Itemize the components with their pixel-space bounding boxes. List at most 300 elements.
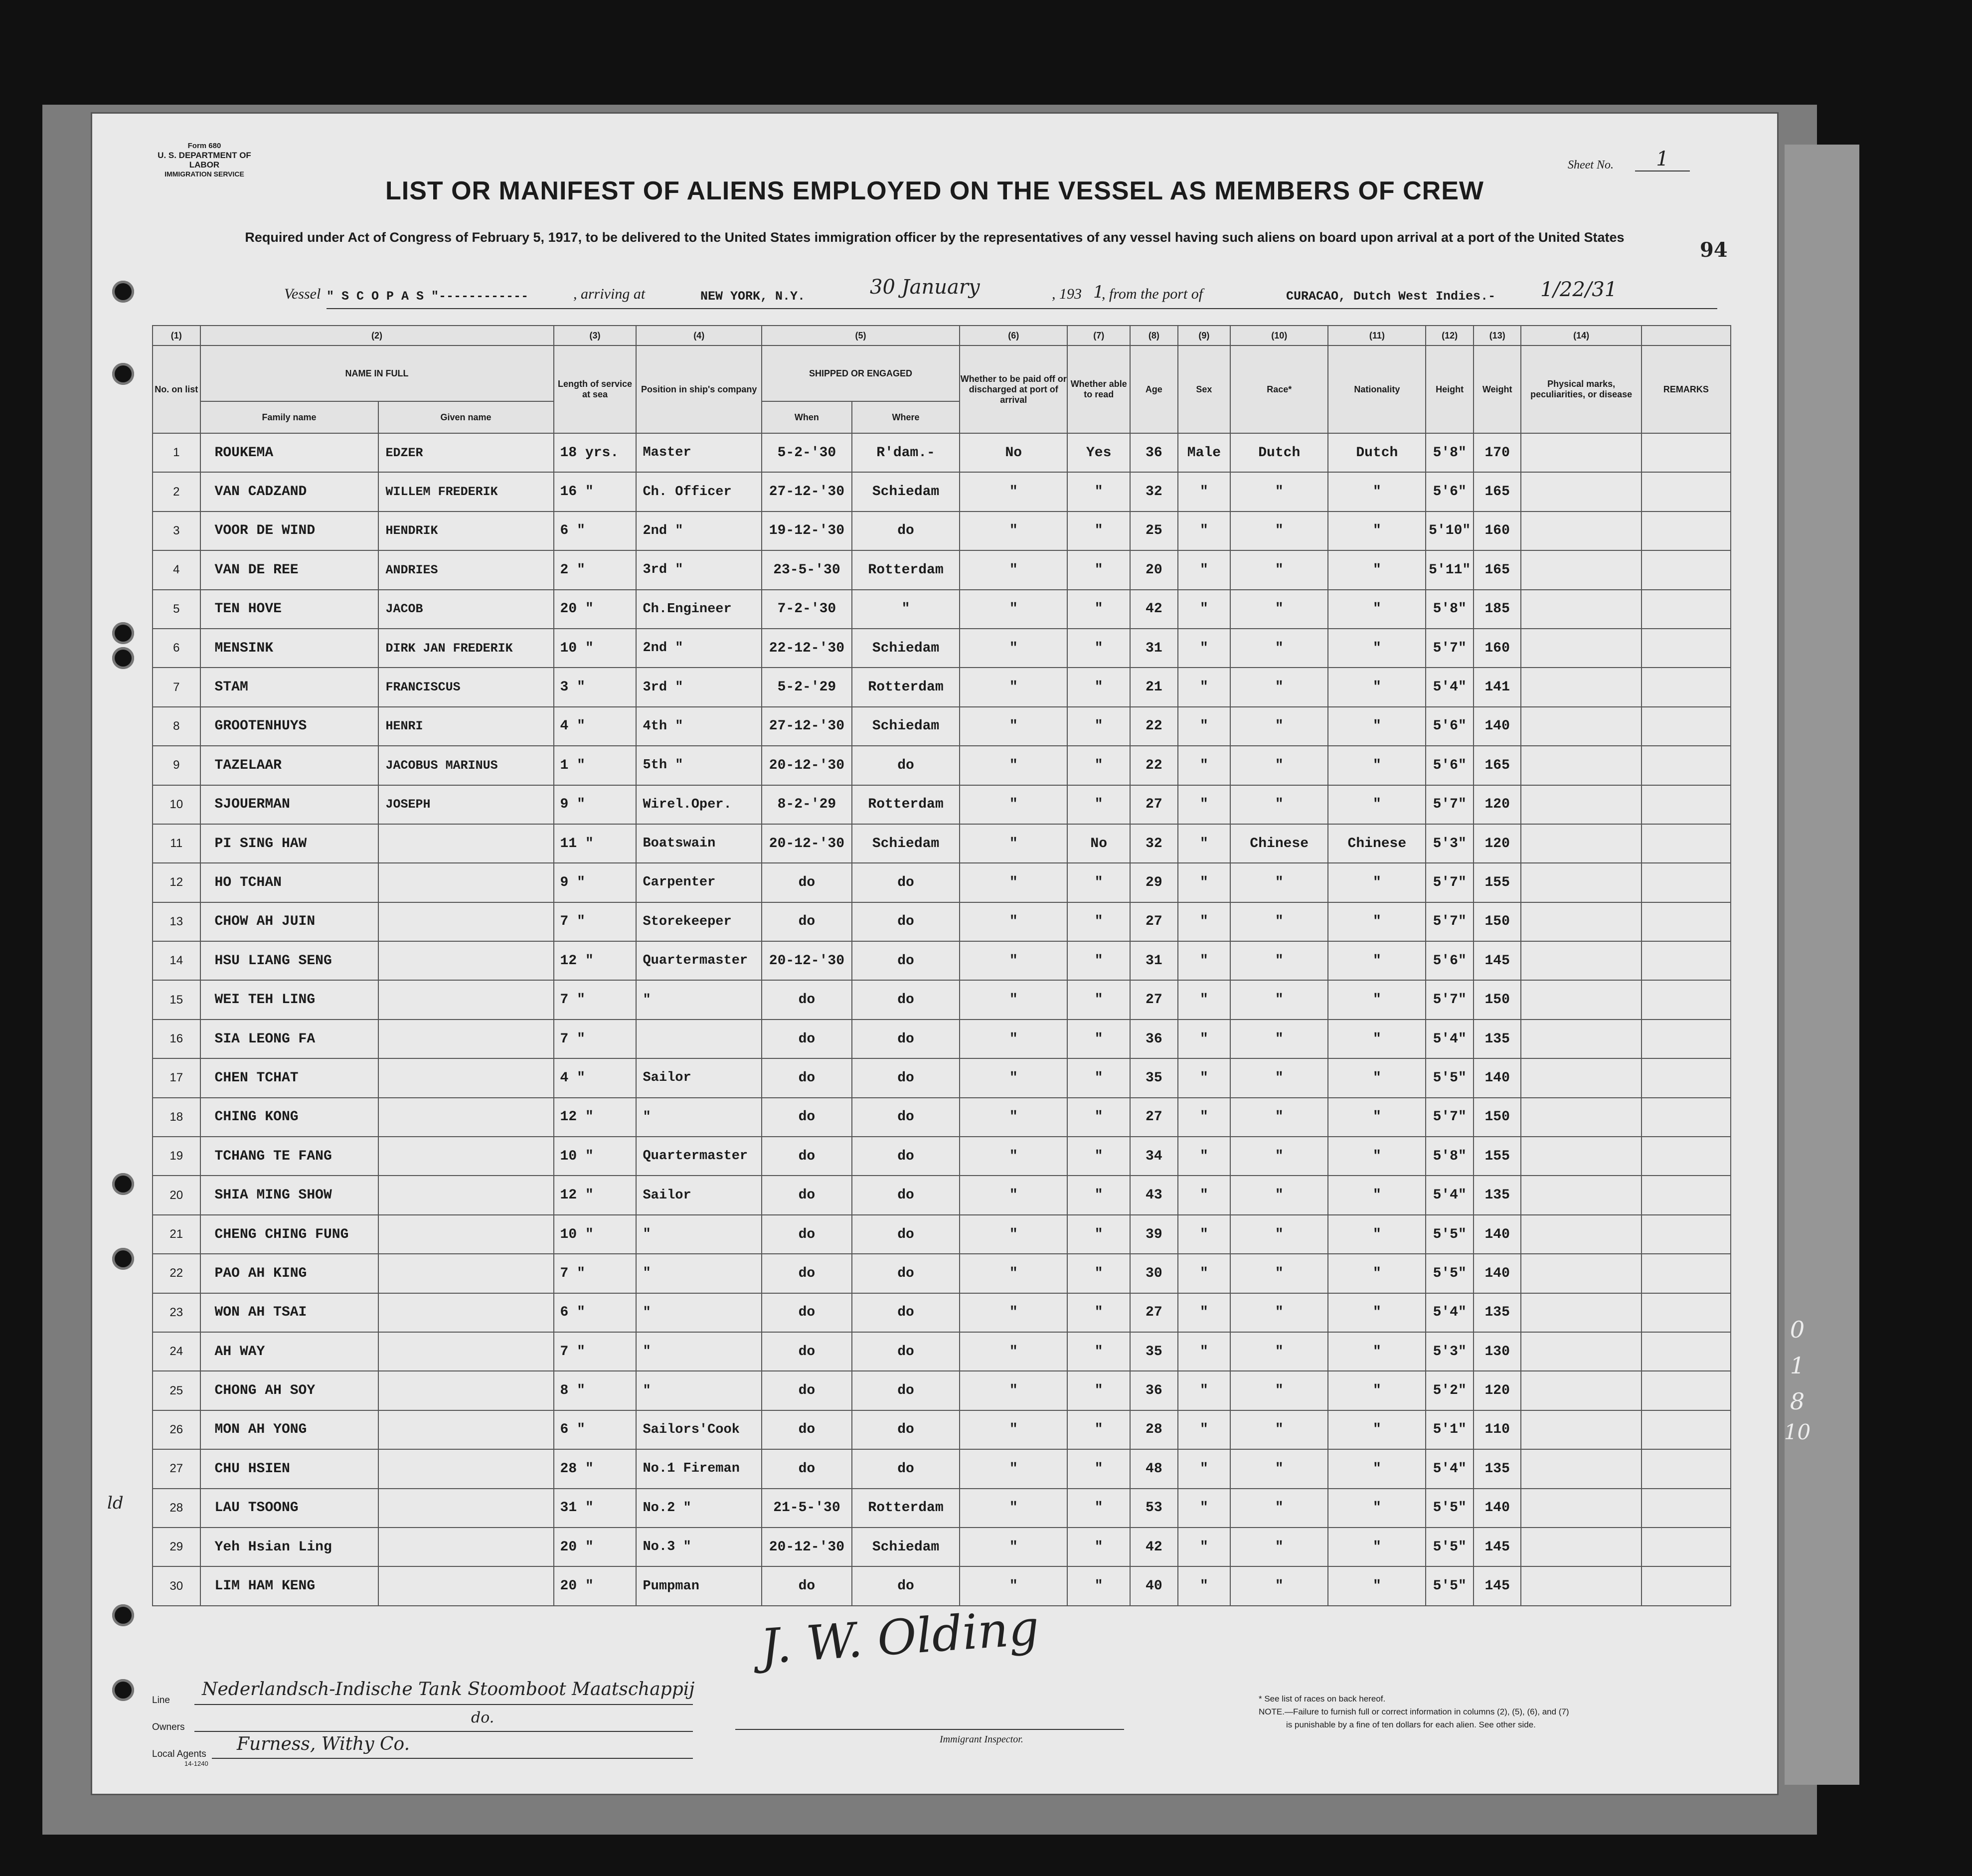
given-name-cell — [378, 941, 554, 980]
race-cell: " — [1230, 785, 1328, 824]
paid-off-cell: " — [960, 629, 1067, 668]
shipped-when-cell: 8-2-'29 — [762, 785, 852, 824]
given-name-cell — [378, 1410, 554, 1449]
family-name-cell: MENSINK — [200, 629, 378, 668]
sex-cell: " — [1178, 1566, 1231, 1605]
age-cell: 21 — [1130, 668, 1178, 706]
height-cell: 5'6" — [1426, 941, 1474, 980]
length-of-service-cell: 12 " — [554, 941, 637, 980]
length-of-service-cell: 3 " — [554, 668, 637, 706]
height-cell: 5'7" — [1426, 629, 1474, 668]
remarks-cell — [1642, 590, 1731, 629]
given-name-cell: WILLEM FREDERIK — [378, 472, 554, 511]
given-name-cell: FRANCISCUS — [378, 668, 554, 706]
agents-label: Local Agents — [152, 1749, 206, 1759]
shipped-when-cell: 21-5-'30 — [762, 1489, 852, 1528]
age-cell: 39 — [1130, 1215, 1178, 1254]
row-number-cell: 14 — [153, 941, 200, 980]
given-name-cell — [378, 1254, 554, 1293]
nationality-cell: " — [1328, 785, 1426, 824]
paid-off-cell: " — [960, 1098, 1067, 1137]
table-row — [153, 1020, 1731, 1058]
able-to-read-cell: " — [1067, 1137, 1130, 1176]
given-name-cell — [378, 1137, 554, 1176]
punch-hole — [112, 647, 134, 669]
shipped-where-cell: do — [852, 1332, 960, 1371]
age-cell: 30 — [1130, 1254, 1178, 1293]
age-cell: 32 — [1130, 472, 1178, 511]
weight-cell: 140 — [1474, 1489, 1521, 1528]
nationality-cell: " — [1328, 1332, 1426, 1371]
remarks-cell — [1642, 1528, 1731, 1566]
sex-cell: " — [1178, 1098, 1231, 1137]
table-row — [153, 746, 1731, 785]
height-cell: 5'5" — [1426, 1254, 1474, 1293]
nationality-cell: " — [1328, 1137, 1426, 1176]
crew-table-body — [153, 433, 1731, 1606]
department: U. S. DEPARTMENT OF LABOR — [158, 151, 251, 170]
nationality-cell: " — [1328, 1293, 1426, 1332]
physical-marks-cell — [1521, 980, 1641, 1019]
owners-rule — [194, 1731, 693, 1732]
age-cell: 27 — [1130, 1293, 1178, 1332]
family-name-cell: CHOW AH JUIN — [200, 902, 378, 941]
inspector-signature: J. W. Olding — [758, 1599, 1041, 1675]
given-name-cell: HENRI — [378, 707, 554, 746]
shipped-where-cell: do — [852, 1371, 960, 1410]
paid-off-cell: " — [960, 1137, 1067, 1176]
punch-hole — [112, 1679, 134, 1701]
age-cell: 25 — [1130, 512, 1178, 550]
position-cell: 3rd " — [636, 668, 761, 706]
nationality-cell: " — [1328, 668, 1426, 706]
given-name-cell — [378, 1528, 554, 1566]
weight-cell: 135 — [1474, 1293, 1521, 1332]
position-cell: Sailors'Cook — [636, 1410, 761, 1449]
margin-notes-right — [1784, 1316, 1811, 1444]
note-fine-2: is punishable by a fine of ten dollars for each alien. See other side. — [1286, 1720, 1536, 1729]
nationality-cell: " — [1328, 707, 1426, 746]
paid-off-cell: " — [960, 668, 1067, 706]
race-cell: " — [1230, 1449, 1328, 1488]
nationality-cell: " — [1328, 1176, 1426, 1214]
position-cell: Pumpman — [636, 1566, 761, 1605]
race-cell: " — [1230, 1215, 1328, 1254]
nationality-cell: " — [1328, 1528, 1426, 1566]
race-cell: " — [1230, 1332, 1328, 1371]
position-cell: " — [636, 1215, 761, 1254]
row-number-cell: 15 — [153, 980, 200, 1019]
physical-marks-cell — [1521, 863, 1641, 902]
physical-marks-cell — [1521, 1293, 1641, 1332]
shipped-when-cell: do — [762, 1215, 852, 1254]
position-cell: Sailor — [636, 1176, 761, 1214]
physical-marks-cell — [1521, 1332, 1641, 1371]
paid-off-cell: " — [960, 941, 1067, 980]
family-name-cell: PI SING HAW — [200, 824, 378, 863]
remarks-cell — [1642, 1566, 1731, 1605]
family-name-cell: CHU HSIEN — [200, 1449, 378, 1488]
table-row — [153, 550, 1731, 589]
sex-cell: " — [1178, 1528, 1231, 1566]
weight-cell: 165 — [1474, 472, 1521, 511]
line-rule — [194, 1704, 693, 1705]
shipped-when-cell: do — [762, 902, 852, 941]
height-cell: 5'1" — [1426, 1410, 1474, 1449]
nationality-cell: " — [1328, 512, 1426, 550]
owners-value: do. — [471, 1709, 494, 1726]
age-cell: 48 — [1130, 1449, 1178, 1488]
race-cell: " — [1230, 1137, 1328, 1176]
age-cell: 36 — [1130, 1020, 1178, 1058]
column-number-row — [153, 326, 1731, 345]
nationality-cell: " — [1328, 550, 1426, 589]
from-label: , from the port of — [1102, 286, 1203, 302]
nationality-cell: " — [1328, 1449, 1426, 1488]
family-name-cell: SHIA MING SHOW — [200, 1176, 378, 1214]
vessel-name: " S C O P A S "------------ — [327, 289, 529, 304]
shipped-where-cell: Schiedam — [852, 1528, 960, 1566]
age-cell: 28 — [1130, 1410, 1178, 1449]
sex-cell: " — [1178, 746, 1231, 785]
weight-cell: 120 — [1474, 824, 1521, 863]
age-cell: 42 — [1130, 590, 1178, 629]
position-cell: 2nd " — [636, 629, 761, 668]
row-number-cell: 5 — [153, 590, 200, 629]
height-cell: 5'3" — [1426, 1332, 1474, 1371]
physical-marks-cell — [1521, 1176, 1641, 1214]
manifest-sheet — [92, 114, 1777, 1794]
form-code: 14-1240 — [184, 1760, 208, 1767]
paid-off-cell: " — [960, 902, 1067, 941]
length-of-service-cell: 7 " — [554, 1254, 637, 1293]
physical-marks-cell — [1521, 824, 1641, 863]
nationality-cell: " — [1328, 1254, 1426, 1293]
physical-marks-cell — [1521, 1137, 1641, 1176]
row-number-cell: 19 — [153, 1137, 200, 1176]
header-row-1 — [153, 345, 1731, 401]
age-cell: 29 — [1130, 863, 1178, 902]
length-of-service-cell: 20 " — [554, 590, 637, 629]
shipped-where-cell: " — [852, 590, 960, 629]
family-name-cell: HO TCHAN — [200, 863, 378, 902]
remarks-cell — [1642, 668, 1731, 706]
col-num-3: (3) — [554, 326, 637, 345]
weight-cell: 165 — [1474, 550, 1521, 589]
position-cell: Ch. Officer — [636, 472, 761, 511]
family-name-cell: ROUKEMA — [200, 433, 378, 472]
nationality-cell: " — [1328, 1566, 1426, 1605]
length-of-service-cell: 1 " — [554, 746, 637, 785]
able-to-read-cell: " — [1067, 902, 1130, 941]
row-number-cell: 11 — [153, 824, 200, 863]
paid-off-cell: No — [960, 433, 1067, 472]
position-cell: Storekeeper — [636, 902, 761, 941]
able-to-read-cell: " — [1067, 1215, 1130, 1254]
sex-cell: " — [1178, 1058, 1231, 1097]
nationality-cell: " — [1328, 863, 1426, 902]
position-cell: Quartermaster — [636, 1137, 761, 1176]
given-name-cell — [378, 1020, 554, 1058]
table-row — [153, 1449, 1731, 1488]
row-number-cell: 23 — [153, 1293, 200, 1332]
length-of-service-cell: 7 " — [554, 902, 637, 941]
family-name-cell: PAO AH KING — [200, 1254, 378, 1293]
shipped-where-cell: do — [852, 1137, 960, 1176]
header-physical: Physical marks, peculiarities, or disease — [1521, 345, 1641, 433]
paid-off-cell: " — [960, 1058, 1067, 1097]
sex-cell: " — [1178, 668, 1231, 706]
age-cell: 53 — [1130, 1489, 1178, 1528]
race-cell: " — [1230, 1020, 1328, 1058]
table-row — [153, 863, 1731, 902]
weight-cell: 120 — [1474, 785, 1521, 824]
shipped-where-cell: do — [852, 1410, 960, 1449]
remarks-cell — [1642, 746, 1731, 785]
position-cell: " — [636, 1293, 761, 1332]
paid-off-cell: " — [960, 1371, 1067, 1410]
row-number-cell: 22 — [153, 1254, 200, 1293]
height-cell: 5'5" — [1426, 1215, 1474, 1254]
shipped-where-cell: Rotterdam — [852, 668, 960, 706]
weight-cell: 145 — [1474, 941, 1521, 980]
physical-marks-cell — [1521, 1058, 1641, 1097]
shipped-when-cell: do — [762, 1020, 852, 1058]
shipped-when-cell: do — [762, 1254, 852, 1293]
col-num-11: (11) — [1328, 326, 1426, 345]
nationality-cell: " — [1328, 1410, 1426, 1449]
col-num-7: (7) — [1067, 326, 1130, 345]
row-number-cell: 24 — [153, 1332, 200, 1371]
sex-cell: " — [1178, 707, 1231, 746]
family-name-cell: Yeh Hsian Ling — [200, 1528, 378, 1566]
header-position: Position in ship's company — [636, 345, 761, 433]
sex-cell: " — [1178, 1176, 1231, 1214]
vessel-line-rule — [327, 308, 1717, 309]
height-cell: 5'7" — [1426, 863, 1474, 902]
arriving-date: 30 January — [870, 276, 980, 299]
race-cell: " — [1230, 512, 1328, 550]
punch-hole — [112, 622, 134, 644]
table-row — [153, 1254, 1731, 1293]
position-cell: Ch.Engineer — [636, 590, 761, 629]
header-paid-off: Whether to be paid off or discharged at port of arrival — [960, 345, 1067, 433]
note-races: * See list of races on back hereof. — [1259, 1694, 1386, 1704]
paid-off-cell: " — [960, 1566, 1067, 1605]
row-number-cell: 3 — [153, 512, 200, 550]
physical-marks-cell — [1521, 550, 1641, 589]
shipped-when-cell: do — [762, 980, 852, 1019]
shipped-where-cell: Rotterdam — [852, 785, 960, 824]
sex-cell: " — [1178, 1137, 1231, 1176]
shipped-when-cell: do — [762, 1098, 852, 1137]
given-name-cell — [378, 1371, 554, 1410]
length-of-service-cell: 7 " — [554, 1332, 637, 1371]
length-of-service-cell: 31 " — [554, 1489, 637, 1528]
age-cell: 20 — [1130, 550, 1178, 589]
paid-off-cell: " — [960, 550, 1067, 589]
col-num-4: (4) — [636, 326, 761, 345]
remarks-cell — [1642, 707, 1731, 746]
shipped-when-cell: 20-12-'30 — [762, 1528, 852, 1566]
age-cell: 36 — [1130, 1371, 1178, 1410]
paid-off-cell: " — [960, 980, 1067, 1019]
length-of-service-cell: 6 " — [554, 1410, 637, 1449]
physical-marks-cell — [1521, 1371, 1641, 1410]
age-cell: 35 — [1130, 1058, 1178, 1097]
remarks-cell — [1642, 1058, 1731, 1097]
physical-marks-cell — [1521, 1098, 1641, 1137]
race-cell: " — [1230, 1254, 1328, 1293]
remarks-cell — [1642, 1410, 1731, 1449]
physical-marks-cell — [1521, 472, 1641, 511]
able-to-read-cell: " — [1067, 1254, 1130, 1293]
able-to-read-cell: " — [1067, 785, 1130, 824]
shipped-where-cell: do — [852, 1254, 960, 1293]
sheet-number: 1 — [1635, 148, 1690, 171]
able-to-read-cell: " — [1067, 629, 1130, 668]
race-cell: " — [1230, 980, 1328, 1019]
family-name-cell: GROOTENHUYS — [200, 707, 378, 746]
shipped-where-cell: do — [852, 1098, 960, 1137]
sex-cell: " — [1178, 1489, 1231, 1528]
given-name-cell — [378, 902, 554, 941]
length-of-service-cell: 2 " — [554, 550, 637, 589]
shipped-when-cell: do — [762, 1058, 852, 1097]
shipped-where-cell: do — [852, 1293, 960, 1332]
paid-off-cell: " — [960, 1410, 1067, 1449]
length-of-service-cell: 20 " — [554, 1528, 637, 1566]
table-row — [153, 1528, 1731, 1566]
race-cell: " — [1230, 1566, 1328, 1605]
margin-note-left: ld — [107, 1493, 124, 1513]
sex-cell: " — [1178, 980, 1231, 1019]
weight-cell: 185 — [1474, 590, 1521, 629]
paid-off-cell: " — [960, 746, 1067, 785]
row-number-cell: 13 — [153, 902, 200, 941]
given-name-cell — [378, 1332, 554, 1371]
position-cell: Master — [636, 433, 761, 472]
able-to-read-cell: " — [1067, 1332, 1130, 1371]
able-to-read-cell: " — [1067, 863, 1130, 902]
family-name-cell: WON AH TSAI — [200, 1293, 378, 1332]
nationality-cell: " — [1328, 980, 1426, 1019]
given-name-cell: HENDRIK — [378, 512, 554, 550]
table-row — [153, 785, 1731, 824]
sex-cell: " — [1178, 941, 1231, 980]
header-weight: Weight — [1474, 345, 1521, 433]
able-to-read-cell: " — [1067, 1449, 1130, 1488]
height-cell: 5'7" — [1426, 980, 1474, 1019]
punch-hole — [112, 1604, 134, 1626]
shipped-when-cell: 22-12-'30 — [762, 629, 852, 668]
sex-cell: " — [1178, 1020, 1231, 1058]
punch-hole — [112, 363, 134, 385]
table-row — [153, 824, 1731, 863]
row-number-cell: 16 — [153, 1020, 200, 1058]
shipped-where-cell: do — [852, 1020, 960, 1058]
able-to-read-cell: No — [1067, 824, 1130, 863]
table-row — [153, 433, 1731, 472]
sex-cell: " — [1178, 1410, 1231, 1449]
table-row — [153, 902, 1731, 941]
weight-cell: 140 — [1474, 1215, 1521, 1254]
position-cell — [636, 1020, 761, 1058]
position-cell: 2nd " — [636, 512, 761, 550]
nationality-cell: " — [1328, 1058, 1426, 1097]
row-number-cell: 20 — [153, 1176, 200, 1214]
sex-cell: " — [1178, 472, 1231, 511]
shipped-when-cell: 27-12-'30 — [762, 707, 852, 746]
height-cell: 5'6" — [1426, 707, 1474, 746]
sex-cell: " — [1178, 1332, 1231, 1371]
able-to-read-cell: " — [1067, 1528, 1130, 1566]
table-row — [153, 1332, 1731, 1371]
weight-cell: 140 — [1474, 707, 1521, 746]
age-cell: 27 — [1130, 1098, 1178, 1137]
able-to-read-cell: " — [1067, 746, 1130, 785]
inspector-label: Immigrant Inspector. — [940, 1734, 1023, 1745]
family-name-cell: TCHANG TE FANG — [200, 1137, 378, 1176]
shipped-where-cell: do — [852, 941, 960, 980]
given-name-cell — [378, 824, 554, 863]
row-number-cell: 6 — [153, 629, 200, 668]
shipped-where-cell: Schiedam — [852, 824, 960, 863]
race-cell: " — [1230, 550, 1328, 589]
remarks-cell — [1642, 1176, 1731, 1214]
shipped-where-cell: Rotterdam — [852, 550, 960, 589]
position-cell: " — [636, 1254, 761, 1293]
weight-cell: 135 — [1474, 1449, 1521, 1488]
remarks-cell — [1642, 824, 1731, 863]
sex-cell: " — [1178, 1293, 1231, 1332]
table-row — [153, 1215, 1731, 1254]
race-cell: " — [1230, 1371, 1328, 1410]
physical-marks-cell — [1521, 902, 1641, 941]
shipped-where-cell: R'dam.- — [852, 433, 960, 472]
col-num-8: (8) — [1130, 326, 1178, 345]
row-number-cell: 1 — [153, 433, 200, 472]
age-cell: 36 — [1130, 433, 1178, 472]
weight-cell: 140 — [1474, 1254, 1521, 1293]
paid-off-cell: " — [960, 1293, 1067, 1332]
remarks-cell — [1642, 785, 1731, 824]
given-name-cell: DIRK JAN FREDERIK — [378, 629, 554, 668]
given-name-cell — [378, 1566, 554, 1605]
family-name-cell: STAM — [200, 668, 378, 706]
line-value: Nederlandsch-Indische Tank Stoomboot Maatschappij — [202, 1679, 695, 1700]
weight-cell: 141 — [1474, 668, 1521, 706]
nationality-cell: " — [1328, 590, 1426, 629]
able-to-read-cell: " — [1067, 1293, 1130, 1332]
table-row — [153, 668, 1731, 706]
height-cell: 5'8" — [1426, 433, 1474, 472]
page-number: 94 — [1700, 238, 1728, 262]
physical-marks-cell — [1521, 941, 1641, 980]
race-cell: " — [1230, 1528, 1328, 1566]
paid-off-cell: " — [960, 1489, 1067, 1528]
header-when: When — [762, 401, 852, 433]
shipped-when-cell: do — [762, 1332, 852, 1371]
paid-off-cell: " — [960, 1254, 1067, 1293]
margin-note: 10 — [1784, 1420, 1811, 1444]
race-cell: " — [1230, 863, 1328, 902]
weight-cell: 110 — [1474, 1410, 1521, 1449]
race-cell: " — [1230, 746, 1328, 785]
table-row — [153, 629, 1731, 668]
sheet-label: Sheet No. — [1568, 159, 1614, 171]
sex-cell: " — [1178, 785, 1231, 824]
